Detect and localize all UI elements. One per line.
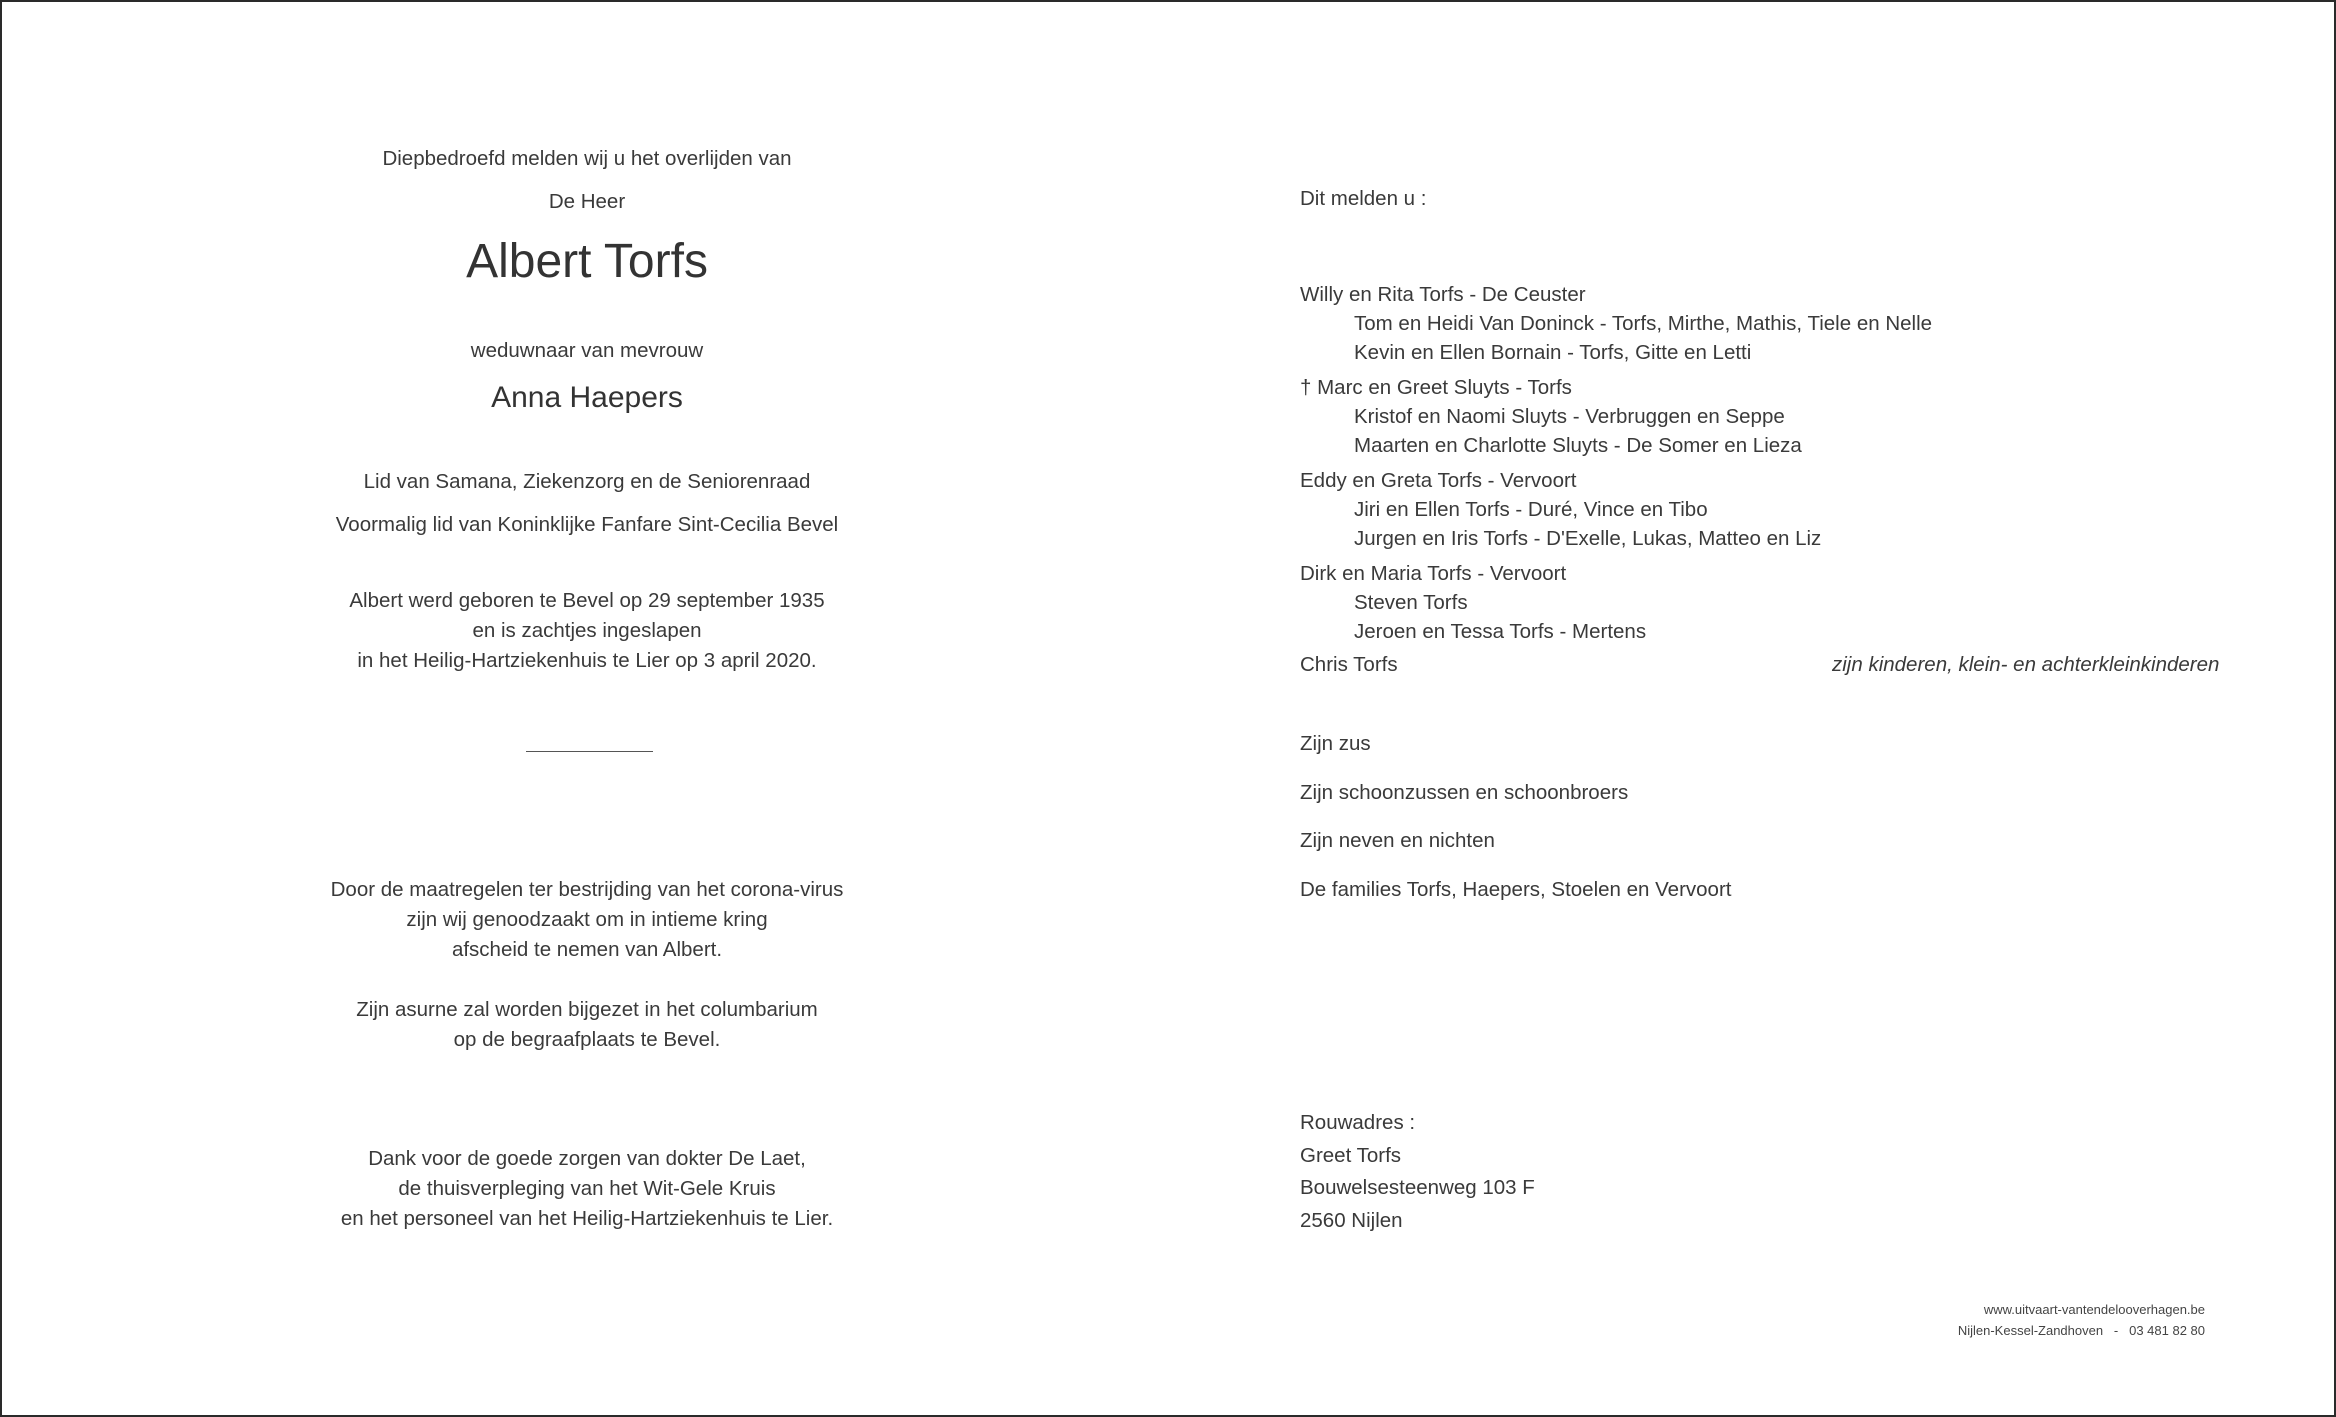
- place-date-line: in het Heilig-Hartziekenhuis te Lier op 3 april 2020.: [357, 649, 817, 672]
- family-head: Willy en Rita Torfs - De Ceuster: [1300, 283, 1586, 306]
- widower-line: weduwnaar van mevrouw: [470, 339, 704, 362]
- address-name: Greet Torfs: [1300, 1143, 1402, 1167]
- family-group: [1300, 373, 1802, 460]
- mourning-address: [1300, 1107, 1535, 1237]
- address-street: Bouwelsesteenweg 103 F: [1300, 1176, 1535, 1199]
- thanks-line: en het personeel van het Heilig-Hartziekenhuis te Lier.: [340, 1207, 834, 1230]
- family-group: [1300, 466, 1821, 553]
- passing-line: en is zachtjes ingeslapen: [472, 619, 702, 642]
- funeral-home-info: [1958, 1299, 2205, 1341]
- family-member: Jurgen en Iris Torfs - D'Exelle, Lukas, Matteo en Liz: [1354, 527, 1822, 550]
- relative-line: De families Torfs, Haepers, Stoelen en Vervoort: [1300, 878, 1732, 901]
- membership-line: Lid van Samana, Ziekenzorg en de Seniorenraad: [363, 470, 811, 493]
- family-head: Eddy en Greta Torfs - Vervoort: [1300, 469, 1577, 492]
- urn-line: op de begraafplaats te Bevel.: [453, 1028, 721, 1051]
- relative-line: Zijn neven en nichten: [1300, 829, 1495, 852]
- deceased-name: Albert Torfs: [466, 235, 708, 288]
- address-label: Rouwadres :: [1300, 1111, 1416, 1134]
- locations-phone-text: Nijlen-Kessel-Zandhoven - 03 481 82 80: [1957, 1323, 2205, 1338]
- family-member: Jiri en Ellen Torfs - Duré, Vince en Tibo: [1354, 498, 1708, 521]
- honorific: De Heer: [548, 190, 626, 213]
- relative-line: Zijn schoonzussen en schoonbroers: [1300, 781, 1629, 804]
- last-child: Chris Torfs: [1300, 653, 1398, 676]
- thanks-line: de thuisverpleging van het Wit-Gele Kruis: [398, 1177, 776, 1200]
- thanks-paragraph: [237, 1144, 937, 1234]
- spouse-name: Anna Haepers: [491, 381, 683, 414]
- family-group: [1300, 280, 1932, 367]
- former-membership-line: Voormalig lid van Koninklijke Fanfare Sint-Cecilia Bevel: [335, 513, 839, 536]
- relative-line: Zijn zus: [1300, 732, 1371, 755]
- family-member: Steven Torfs: [1354, 591, 1468, 614]
- birth-death-paragraph: [237, 586, 937, 676]
- website-text: www.uitvaart-vantendelooverhagen.be: [1983, 1302, 2205, 1317]
- family-member: Kevin en Ellen Bornain - Torfs, Gitte en Letti: [1354, 341, 1752, 364]
- address-city: 2560 Nijlen: [1300, 1208, 1403, 1232]
- family-member: Jeroen en Tessa Torfs - Mertens: [1354, 620, 1647, 643]
- family-head: Dirk en Maria Torfs - Vervoort: [1300, 562, 1567, 585]
- birth-line: Albert werd geboren te Bevel op 29 september 1935: [349, 589, 825, 612]
- announce-line: Dit melden u :: [1300, 187, 1427, 210]
- family-head: † Marc en Greet Sluyts - Torfs: [1300, 376, 1572, 399]
- urn-line: Zijn asurne zal worden bijgezet in het columbarium: [356, 998, 818, 1021]
- family-member: Maarten en Charlotte Sluyts - De Somer en Lieza: [1354, 434, 1802, 457]
- intro-text: Diepbedroefd melden wij u het overlijden van: [382, 147, 792, 170]
- thanks-line: Dank voor de goede zorgen van dokter De Laet,: [368, 1147, 806, 1170]
- family-member: Kristof en Naomi Sluyts - Verbruggen en Seppe: [1354, 405, 1785, 428]
- corona-line: Door de maatregelen ter bestrijding van het corona-virus: [330, 878, 844, 901]
- divider-line: [526, 751, 653, 752]
- corona-paragraph: [237, 875, 937, 965]
- family-member: Tom en Heidi Van Doninck - Torfs, Mirthe, Mathis, Tiele en Nelle: [1354, 312, 1933, 335]
- urn-paragraph: [237, 995, 937, 1055]
- corona-line: zijn wij genoodzaakt om in intieme kring: [406, 908, 768, 931]
- corona-line: afscheid te nemen van Albert.: [451, 938, 723, 961]
- children-caption: zijn kinderen, klein- en achterkleinkinderen: [1832, 653, 2220, 676]
- family-group: [1300, 559, 1646, 646]
